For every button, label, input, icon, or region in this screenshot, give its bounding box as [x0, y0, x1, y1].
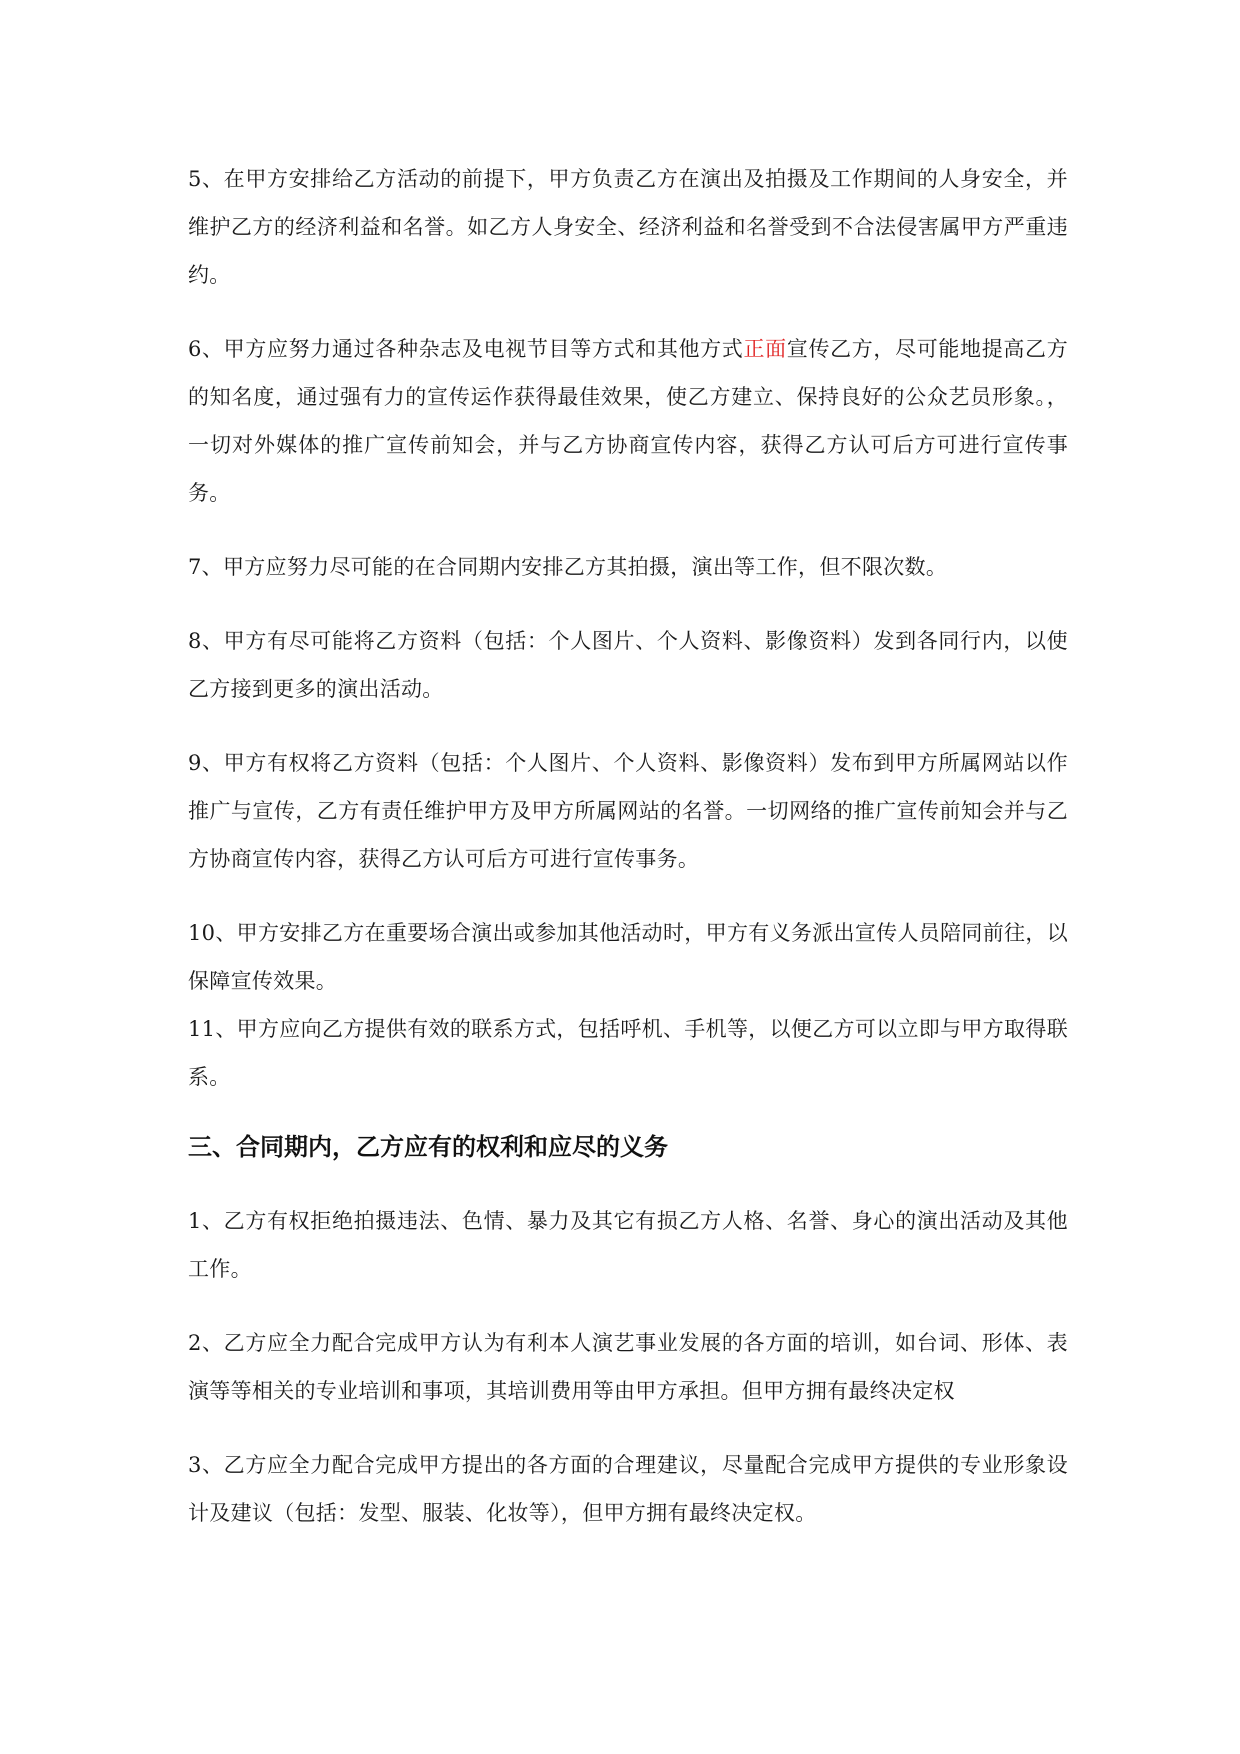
clause-11: 11、甲方应向乙方提供有效的联系方式，包括呼机、手机等，以便乙方可以立即与甲方取得联系。 [188, 1017, 1068, 1089]
section-3-clause-1: 1、乙方有权拒绝拍摄违法、色情、暴力及其它有损乙方人格、名誉、身心的演出活动及其他工作。 [188, 1209, 1068, 1281]
section-3-heading: 三、合同期内，乙方应有的权利和应尽的义务 [188, 1133, 668, 1161]
clause-10: 10、甲方安排乙方在重要场合演出或参加其他活动时，甲方有义务派出宣传人员陪同前往，以保障宣传效果。 [188, 921, 1068, 993]
clause-7: 7、甲方应努力尽可能的在合同期内安排乙方其拍摄，演出等工作，但不限次数。 [188, 555, 948, 579]
section-3-clause-3: 3、乙方应全力配合完成甲方提出的各方面的合理建议，尽量配合完成甲方提供的专业形象设计及建议（包括：发型、服装、化妆等），但甲方拥有最终决定权。 [188, 1453, 1068, 1525]
clause-9: 9、甲方有权将乙方资料（包括：个人图片、个人资料、影像资料）发布到甲方所属网站以作推广与宣传，乙方有责任维护甲方及甲方所属网站的名誉。一切网络的推广宣传前知会并与乙方协商宣传内容，获得乙方认可后方可进行宣传事务。 [188, 751, 1068, 871]
clause-8: 8、甲方有尽可能将乙方资料（包括：个人图片、个人资料、影像资料）发到各同行内，以使乙方接到更多的演出活动。 [188, 629, 1068, 701]
clause-6-text-end: 宣传乙方，尽可能地提高乙方的知名度，通过强有力的宣传运作获得最佳效果，使乙方建立、保持良好的公众艺员形象。，一切对外媒体的推广宣传前知会，并与乙方协商宣传内容，获得乙方认可后方可进行宣传事务。 [188, 337, 1068, 505]
clause-5: 5、在甲方安排给乙方活动的前提下，甲方负责乙方在演出及拍摄及工作期间的人身安全，并维护乙方的经济利益和名誉。如乙方人身安全、经济利益和名誉受到不合法侵害属甲方严重违约。 [188, 167, 1068, 287]
clause-6-highlight: 正面 [743, 337, 787, 361]
document-body [188, 155, 1068, 1563]
clause-6 [188, 325, 1068, 517]
section-3-clause-2: 2、乙方应全力配合完成甲方认为有利本人演艺事业发展的各方面的培训，如台词、形体、表演等等相关的专业培训和事项，其培训费用等由甲方承担。但甲方拥有最终决定权 [188, 1331, 1068, 1403]
clause-6-text-start: 6、甲方应努力通过各种杂志及电视节目等方式和其他方式 [188, 337, 744, 361]
